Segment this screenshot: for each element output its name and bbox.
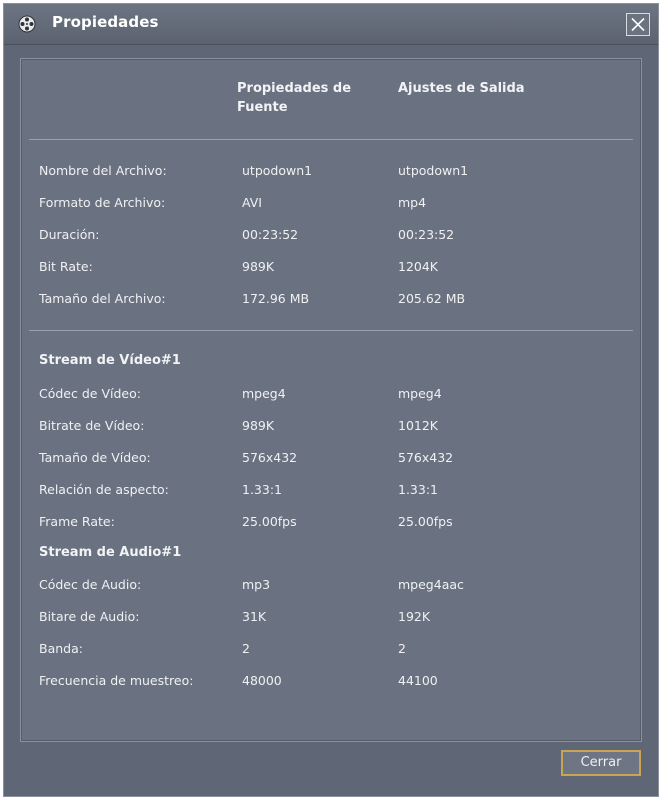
properties-panel — [20, 58, 642, 742]
close-window-button[interactable] — [626, 13, 650, 36]
row-label: Códec de Audio: — [39, 577, 142, 592]
source-value: 48000 — [242, 673, 282, 688]
close-button[interactable]: Cerrar — [561, 750, 641, 776]
row-label: Bit Rate: — [39, 259, 93, 274]
row-label: Formato de Archivo: — [39, 195, 166, 210]
row-label: Relación de aspecto: — [39, 482, 169, 497]
output-value: mp4 — [398, 195, 427, 210]
row-label: Bitare de Audio: — [39, 609, 140, 624]
source-value: utpodown1 — [242, 163, 313, 178]
source-column-header: Propiedades de Fuente — [237, 81, 352, 115]
row-label: Tamaño de Vídeo: — [39, 450, 151, 465]
window-title: Propiedades — [52, 13, 159, 31]
source-value: 00:23:52 — [242, 227, 299, 242]
output-value: 2 — [398, 641, 406, 656]
row-label: Tamaño del Archivo: — [39, 291, 166, 306]
output-value: 25.00fps — [398, 514, 453, 529]
source-value: 1.33:1 — [242, 482, 282, 497]
output-value: 44100 — [398, 673, 438, 688]
source-value: AVI — [242, 195, 262, 210]
row-label: Frecuencia de muestreo: — [39, 673, 194, 688]
source-value: 576x432 — [242, 450, 298, 465]
output-column-header: Ajustes de Salida — [398, 81, 525, 96]
output-value: 205.62 MB — [398, 291, 466, 306]
section-separator — [29, 330, 633, 331]
source-value: 2 — [242, 641, 250, 656]
row-label: Nombre del Archivo: — [39, 163, 167, 178]
output-value: mpeg4aac — [398, 577, 464, 592]
source-value: 989K — [242, 418, 275, 433]
output-value: 1.33:1 — [398, 482, 438, 497]
output-value: 00:23:52 — [398, 227, 455, 242]
source-value: mp3 — [242, 577, 271, 592]
source-value: 989K — [242, 259, 275, 274]
source-value: 31K — [242, 609, 267, 624]
output-value: 1012K — [398, 418, 439, 433]
title-bar — [4, 4, 658, 45]
close-icon — [630, 17, 646, 32]
properties-dialog — [3, 3, 659, 797]
row-label: Códec de Vídeo: — [39, 386, 141, 401]
output-value: mpeg4 — [398, 386, 442, 401]
source-value: 25.00fps — [242, 514, 297, 529]
source-value: mpeg4 — [242, 386, 286, 401]
output-value: 576x432 — [398, 450, 454, 465]
row-label: Frame Rate: — [39, 514, 115, 529]
source-value: 172.96 MB — [242, 291, 310, 306]
header-separator — [29, 139, 633, 140]
output-value: 192K — [398, 609, 431, 624]
film-reel-icon — [18, 15, 36, 33]
video-stream-heading: Stream de Vídeo#1 — [39, 353, 181, 368]
audio-stream-heading: Stream de Audio#1 — [39, 545, 182, 560]
row-label: Duración: — [39, 227, 100, 242]
output-value: 1204K — [398, 259, 439, 274]
output-value: utpodown1 — [398, 163, 469, 178]
row-label: Bitrate de Vídeo: — [39, 418, 145, 433]
row-label: Banda: — [39, 641, 83, 656]
